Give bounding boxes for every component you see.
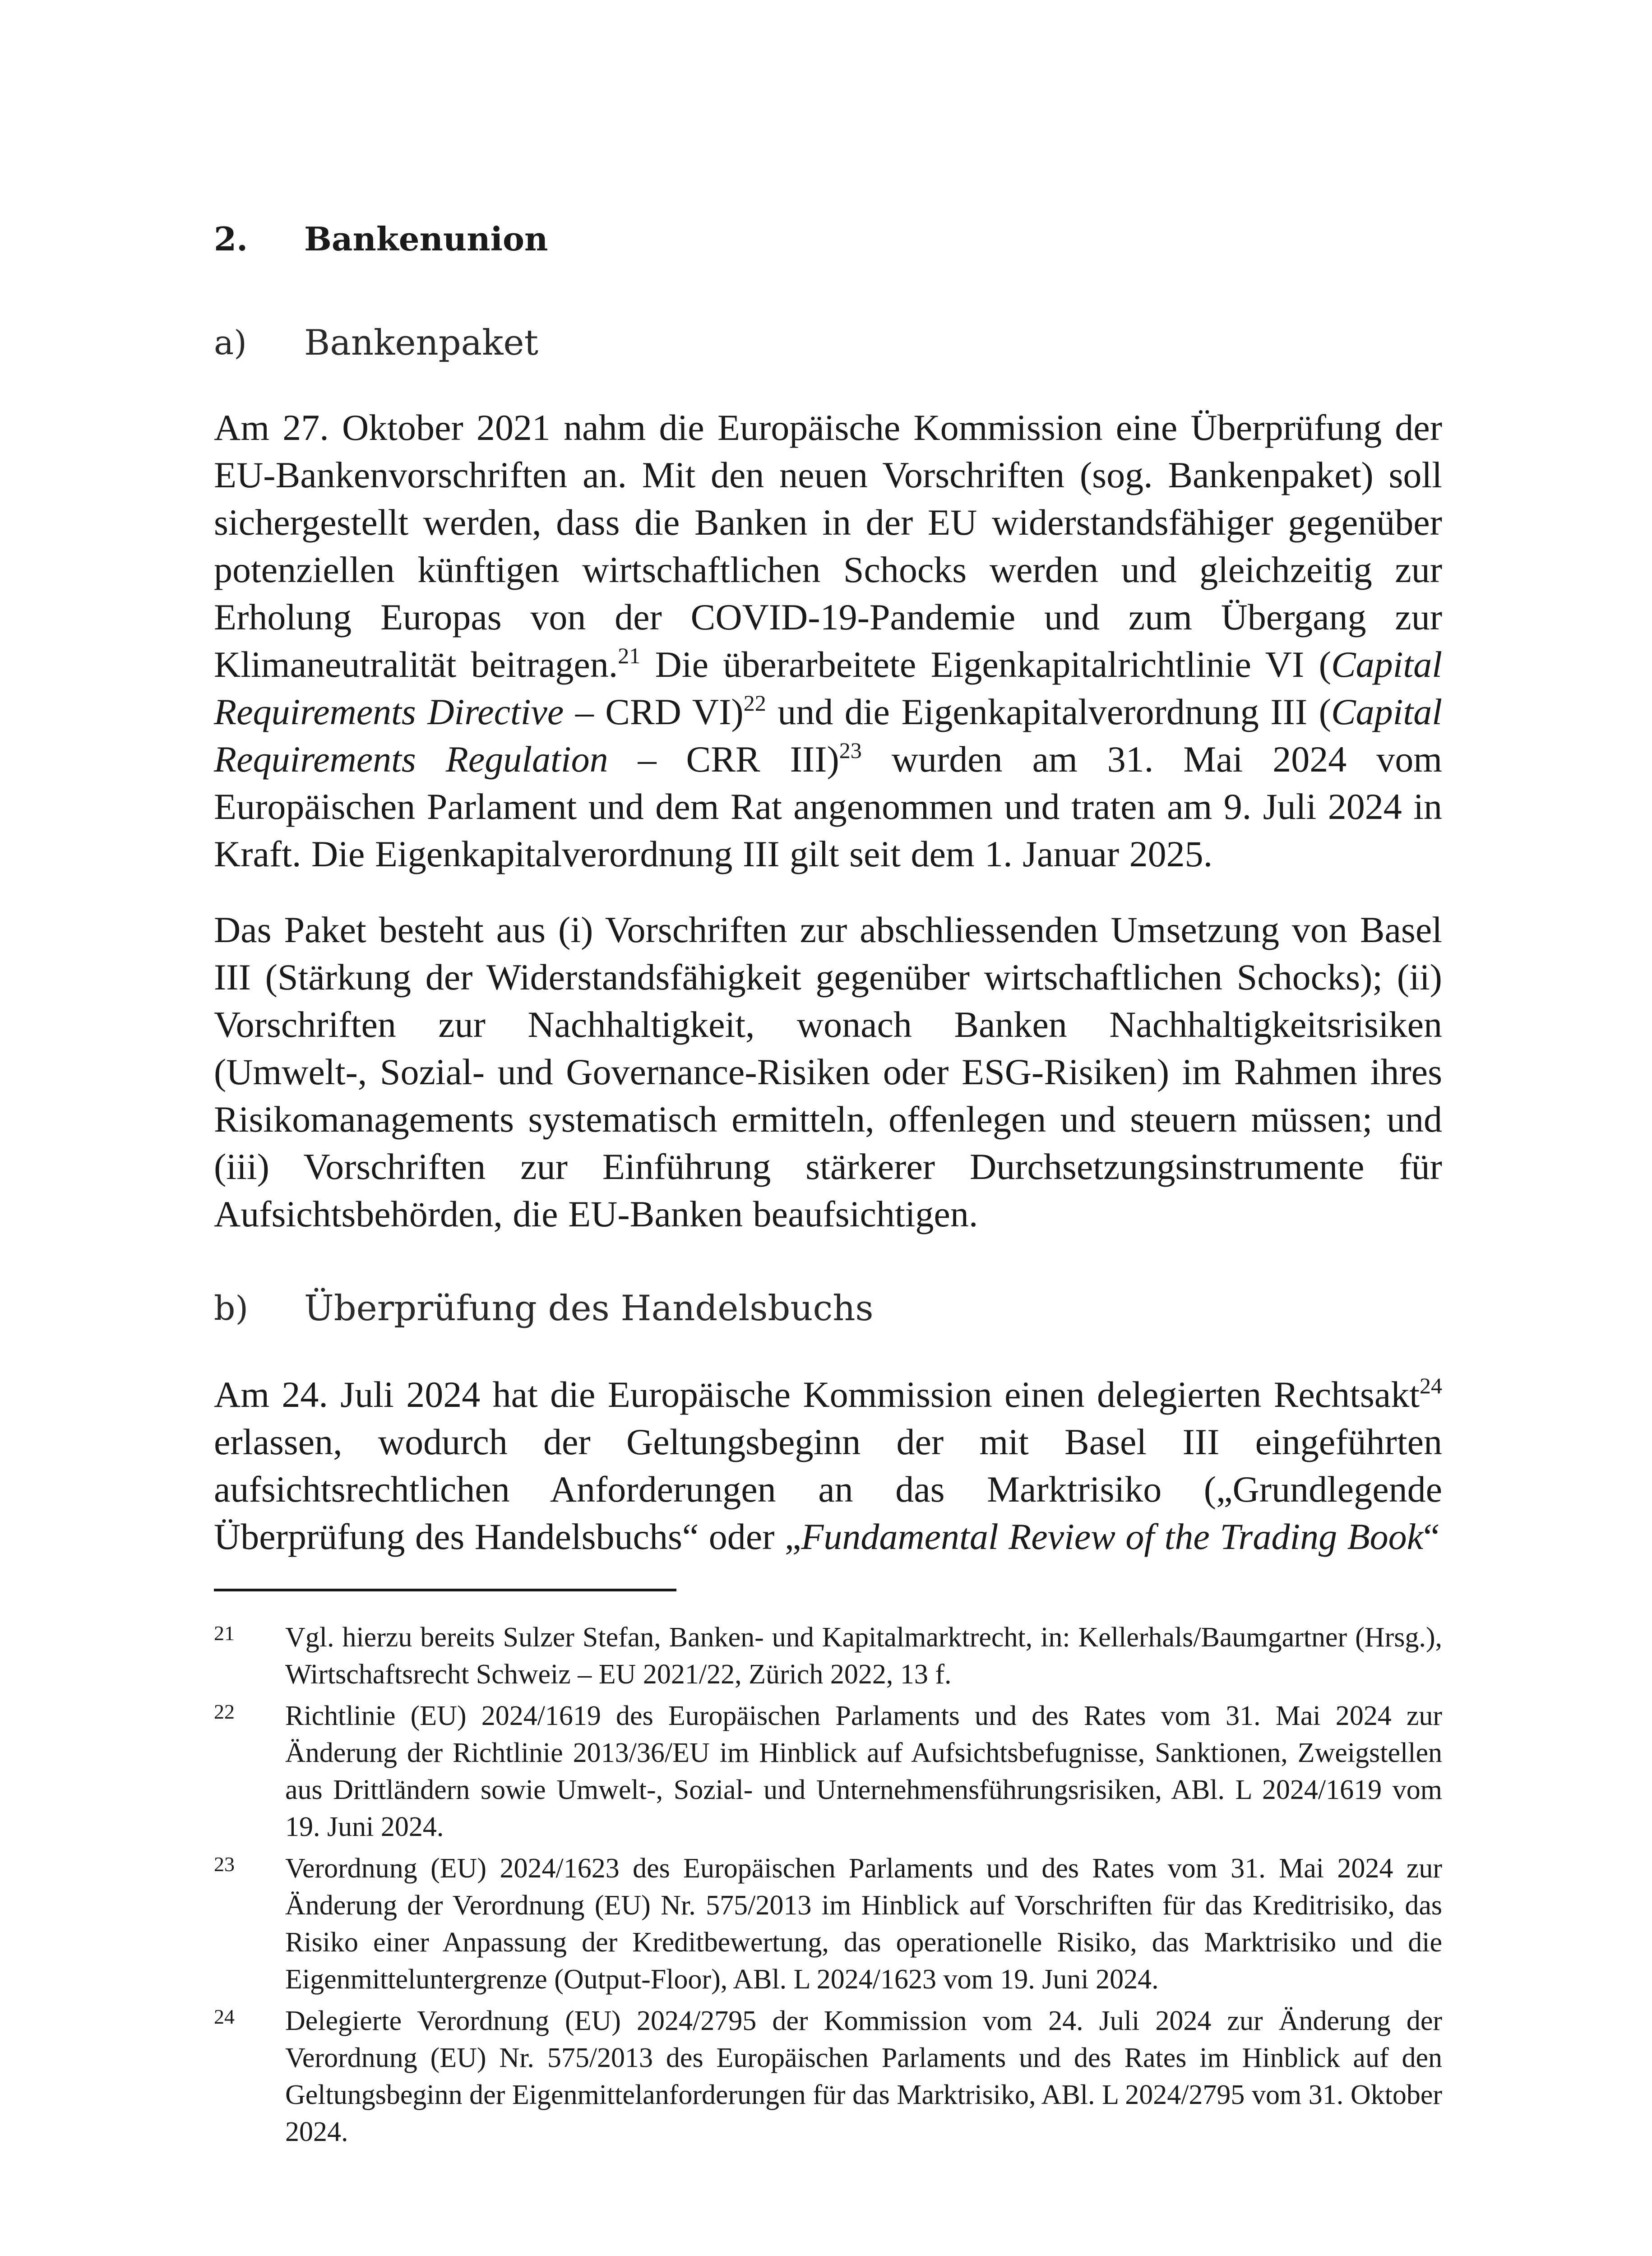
paragraph-paket-inhalt	[214, 906, 1442, 1238]
para1-text-6: wurden am 31. Mai 2024 vom Europäischen Parlament und dem Rat angenommen und traten am 9. Juli 2024 in Kraft. Die Eigenkapitalverordnung III gilt seit dem 1. Januar 2025.	[214, 739, 1442, 874]
footnote-number: 24	[214, 2005, 235, 2028]
para1-text-3: – CRD VI)	[564, 691, 744, 732]
subsection-a-number: a)	[214, 324, 247, 362]
footnotes	[214, 1619, 1442, 2155]
para1-italic-crd: Capital Requirements Directive	[214, 644, 1442, 732]
para1-text-5: – CRR III)	[608, 739, 839, 780]
subsection-b-title: Überprüfung des Handelsbuchs	[304, 1288, 874, 1329]
footnote-text: Delegierte Verordnung (EU) 2024/2795 der Kommission vom 24. Juli 2024 zur Änderung der Verordnung (EU) Nr. 575/2013 des Europäischen Parlaments und des Rates im Hinblick auf den Geltungsbeginn der Eigenmittelanforderungen für das Marktrisiko, ABl. L 2024/2795 vom 31. Oktober 2024.	[285, 2006, 1442, 2147]
footnote-ref-22[interactable]: 22	[743, 690, 766, 716]
footnote-23	[214, 1850, 1442, 1998]
footnote-number: 22	[214, 1700, 235, 1723]
para1-text-1: Am 27. Oktober 2021 nahm die Europäische Kommission eine Überprüfung der EU-Bankenvorschriften an. Mit den neuen Vorschriften (sog. Bankenpaket) soll sichergestellt werden, dass die Banken in der EU widerstandsfähiger gegenüber potenziellen künftigen wirtschaftlichen Schocks werden und gleichzeitig zur Erholung Europas von der COVID-19-Pandemie und zum Übergang zur Klimaneutralität beitragen.	[214, 407, 1442, 685]
paragraph-bankenpaket-intro	[214, 404, 1442, 878]
footnote-ref-21[interactable]: 21	[618, 643, 641, 668]
section-number: 2.	[214, 220, 248, 258]
footnote-21	[214, 1619, 1442, 1693]
subsection-a-title: Bankenpaket	[304, 323, 538, 363]
para2-text: Das Paket besteht aus (i) Vorschriften zur abschliessenden Umsetzung von Basel III (Stärkung der Widerstandsfähigkeit gegenüber wirtschaftlichen Schocks); (ii) Vorschriften zur Nachhaltigkeit, wonach Banken Nachhaltigkeitsrisiken (Umwelt-, Sozial- und Governance-Risiken oder ESG-Risiken) im Rahmen ihres Risikomanagements systematisch ermitteln, offenlegen und steuern müssen; und (iii) Vorschriften zur Einführung stärkerer Durchsetzungsinstrumente für Aufsichtsbehörden, die EU-Banken beaufsichtigen.	[214, 909, 1442, 1234]
footnote-number: 23	[214, 1853, 235, 1876]
footnote-text: Vgl. hierzu bereits Sulzer Stefan, Banken- und Kapitalmarktrecht, in: Kellerhals/Baumgartner (Hrsg.), Wirtschaftsrecht Schweiz – EU 2021/22, Zürich 2022, 13 f.	[285, 1622, 1442, 1690]
subsection-heading-a	[214, 318, 1442, 368]
footnote-text: Richtlinie (EU) 2024/1619 des Europäischen Parlaments und des Rates vom 31. Mai 2024 zur Änderung der Richtlinie 2013/36/EU im Hinblick auf Aufsichtsbefugnisse, Sanktionen, Zweigstellen aus Drittländern sowie Umwelt-, Sozial- und Unternehmensführungsrisiken, ABl. L 2024/1619 vom 19. Juni 2024.	[285, 1701, 1442, 1842]
para3-text-2: erlassen, wodurch der Geltungsbeginn der mit Basel III eingeführten aufsichtsrechtlichen Anforderungen an das Marktrisiko („Grundlegende Überprüfung des Handelsbuchs“ oder „	[214, 1421, 1442, 1557]
footnote-text: Verordnung (EU) 2024/1623 des Europäischen Parlaments und des Rates vom 31. Mai 2024 zur Änderung der Verordnung (EU) Nr. 575/2013 im Hinblick auf Vorschriften für das Kreditrisiko, das Risiko einer Anpassung der Kreditbewertung, das operationelle Risiko, das Marktrisiko und die Eigenmitteluntergrenze (Output-Floor), ABl. L 2024/1623 vom 19. Juni 2024.	[285, 1853, 1442, 1995]
subsection-b-number: b)	[214, 1289, 249, 1328]
para3-text-1: Am 24. Juli 2024 hat die Europäische Kommission einen delegierten Rechtsakt	[214, 1374, 1420, 1415]
para3-italic-frtb: Fundamental Review of the Trading Book	[801, 1516, 1424, 1557]
footnote-number: 21	[214, 1622, 235, 1645]
footnote-separator	[214, 1589, 676, 1591]
footnote-22	[214, 1697, 1442, 1845]
section-heading	[214, 217, 1442, 262]
para1-text-2: Die überarbeitete Eigenkapitalrichtlinie VI (	[640, 644, 1331, 685]
para1-italic-crr: Capital Requirements Regulation	[214, 691, 1442, 780]
footnote-ref-24[interactable]: 24	[1420, 1373, 1442, 1398]
section-title: Bankenunion	[304, 220, 548, 258]
footnote-ref-23[interactable]: 23	[839, 738, 862, 763]
para3-text-3: “	[1423, 1516, 1440, 1557]
paragraph-handelsbuch	[214, 1371, 1442, 1560]
para1-text-4: und die Eigenkapitalverordnung III (	[766, 691, 1331, 732]
footnote-24	[214, 2002, 1442, 2150]
subsection-heading-b	[214, 1284, 1442, 1333]
